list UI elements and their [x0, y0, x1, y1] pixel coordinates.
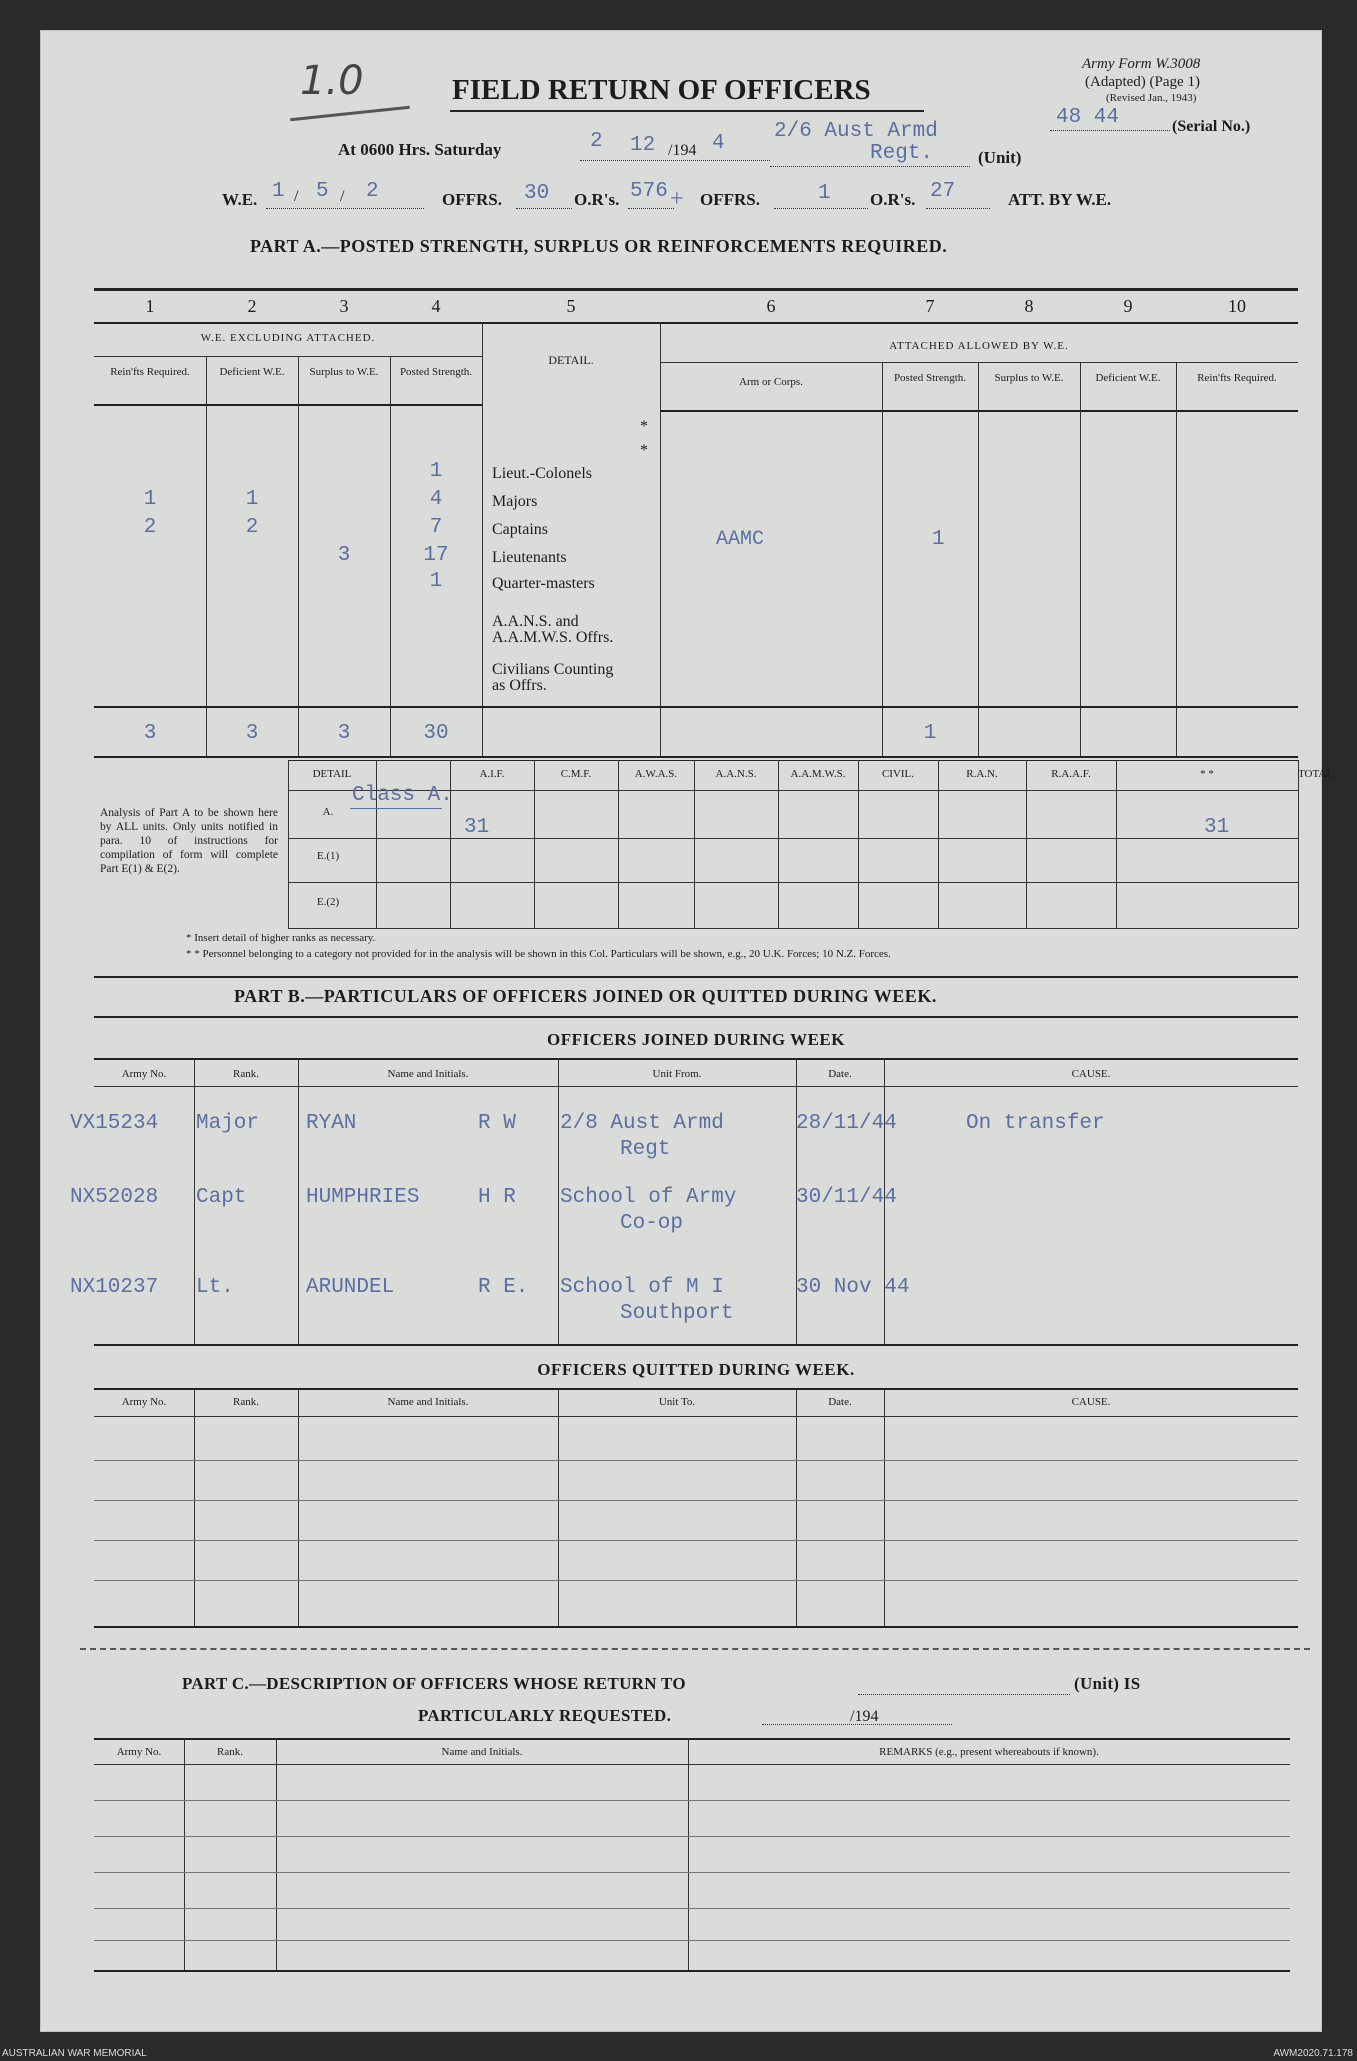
part-c-heading-post: (Unit) IS: [1074, 1674, 1141, 1693]
detail-row-label: Civilians Counting as Offrs.: [492, 661, 614, 694]
joined-header: Army No.: [121, 1068, 167, 1080]
joined-rank: Capt: [196, 1186, 247, 1209]
joined-header: Rank.: [233, 1068, 259, 1080]
joined-unit: School of Army: [560, 1186, 737, 1209]
analysis-vline: [858, 760, 859, 928]
column-header: Surplus to W.E.: [309, 366, 379, 378]
detail-row-label: Quarter-masters: [492, 575, 595, 592]
unit-line: [770, 166, 970, 167]
attached-posted: 1: [932, 528, 945, 551]
unit-value-1: 2/6 Aust Armd: [774, 120, 938, 143]
analysis-row-rule: [288, 838, 1298, 839]
detail-header: DETAIL.: [548, 353, 594, 367]
title-underline: [450, 110, 924, 112]
attached-arm: AAMC: [716, 528, 765, 551]
joined-name: HUMPHRIES: [306, 1186, 420, 1209]
part-a-cell: 17: [423, 544, 449, 567]
detail-row-label: Majors: [492, 493, 538, 510]
joined-heading: OFFICERS JOINED DURING WEEK: [547, 1030, 845, 1049]
class-text: Class A.: [352, 784, 453, 807]
analysis-header: DETAIL: [312, 768, 352, 780]
ors2-line: [926, 208, 990, 209]
joined-army-no: VX15234: [70, 1112, 159, 1135]
total-c3: 3: [337, 722, 351, 745]
column-header: Arm or Corps.: [739, 376, 803, 388]
analysis-row-label: E.(1): [316, 850, 340, 862]
we-value-3: 2: [366, 180, 379, 203]
part-c-heading: PART C.—DESCRIPTION OF OFFICERS WHOSE RETURN TO: [182, 1674, 686, 1693]
part-c-row-rule: [94, 1908, 1290, 1909]
detail-row-label: A.A.N.S. and A.A.M.W.S. Offrs.: [492, 613, 614, 646]
column-number: 1: [145, 296, 155, 316]
part-a-vline: [1176, 362, 1177, 756]
part-a-cell: 1: [245, 488, 259, 511]
column-header: Deficient W.E.: [219, 366, 285, 378]
quitted-row-rule: [94, 1460, 1298, 1461]
adapted-label: (Adapted) (Page 1): [1085, 74, 1200, 90]
joined-rank: Major: [196, 1112, 260, 1135]
ors-value: 576: [630, 180, 668, 203]
part-a-top-rule: [94, 288, 1298, 291]
part-c-header: Name and Initials.: [441, 1746, 523, 1758]
offrs2-line: [774, 208, 868, 209]
analysis-row-rule: [288, 928, 1298, 929]
quitted-vline: [298, 1388, 299, 1628]
joined-initials: H R: [478, 1186, 516, 1209]
analysis-vline: [778, 760, 779, 928]
part-c-header-rule: [94, 1764, 1290, 1765]
joined-header: CAUSE.: [1071, 1068, 1111, 1080]
part-a-bottom-rule: [94, 756, 1298, 758]
asterisk: *: [640, 442, 648, 459]
group-att-label: ATTACHED ALLOWED BY W.E.: [889, 340, 1069, 352]
joined-unit: 2/8 Aust Armd: [560, 1112, 724, 1135]
part-a-rule-2: [94, 322, 1298, 324]
analysis-row-rule: [288, 882, 1298, 883]
column-header: Rein'fts Required.: [1197, 372, 1277, 384]
part-c-header: Rank.: [217, 1746, 243, 1758]
joined-unit: School of M I: [560, 1276, 724, 1299]
joined-vline: [194, 1058, 195, 1344]
joined-date: 30 Nov 44: [796, 1276, 910, 1299]
part-a-vline: [882, 362, 883, 756]
analysis-header: * *: [1200, 768, 1214, 780]
column-header: Posted Strength.: [399, 366, 473, 378]
offrs-line: [516, 208, 572, 209]
analysis-vline: [938, 760, 939, 928]
analysis-header: A.A.N.S.: [715, 768, 757, 780]
joined-unit-2: Southport: [620, 1302, 734, 1325]
quitted-vline: [558, 1388, 559, 1628]
column-number: 6: [766, 296, 776, 316]
quitted-header: CAUSE.: [1071, 1396, 1111, 1408]
analysis-note: Analysis of Part A to be shown here by ALL units. Only units notified in para. 10 of instructions for compilation of form will complete Part E(1) & E(2).: [100, 807, 278, 875]
joined-header: Name and Initials.: [387, 1068, 469, 1080]
offrs-value: 30: [524, 182, 550, 205]
joined-initials: R W: [478, 1112, 516, 1135]
analysis-vline: [1026, 760, 1027, 928]
part-b-rule: [94, 1016, 1298, 1018]
part-a-rule-3b: [660, 410, 1298, 412]
part-c-row-rule: [94, 1800, 1290, 1801]
at-label: At 0600 Hrs. Saturday: [338, 140, 502, 159]
joined-header: Unit From.: [652, 1068, 702, 1080]
joined-initials: R E.: [478, 1276, 529, 1299]
quitted-row-rule: [94, 1540, 1298, 1541]
part-c-vline: [276, 1738, 277, 1972]
analysis-row-label: A.: [322, 806, 334, 818]
part-b-heading: PART B.—PARTICULARS OF OFFICERS JOINED OR QUITTED DURING WEEK.: [234, 986, 937, 1006]
column-header: Posted Strength.: [893, 372, 967, 384]
quitted-header: Unit To.: [658, 1396, 696, 1408]
part-c-row-rule: [94, 1836, 1290, 1837]
class-underline: [350, 808, 442, 809]
column-number: 7: [925, 296, 935, 316]
year-prefix: /194: [668, 142, 697, 159]
joined-unit-2: Co-op: [620, 1212, 684, 1235]
part-a-rule-3: [94, 404, 482, 406]
analysis-vline: [1116, 760, 1117, 928]
quitted-bottom-rule: [94, 1626, 1298, 1628]
att-label: ATT. BY W.E.: [1008, 190, 1112, 209]
column-number: 3: [339, 296, 349, 316]
analysis-top-rule: [288, 760, 1298, 761]
footnote-2: * * Personnel belonging to a category not provided for in the analysis will be shown in this Col. Particulars will be shown, e.g., 20 U.K. Forces; 10 N.Z. Forces.: [186, 948, 891, 960]
part-a-cell: 3: [337, 544, 351, 567]
joined-unit-2: Regt: [620, 1138, 671, 1161]
part-c-header: Army No.: [116, 1746, 162, 1758]
serial-line: [1050, 130, 1170, 131]
analysis-row-label: E.(2): [316, 896, 340, 908]
serial-value: 48 44: [1056, 106, 1120, 129]
quitted-header: Army No.: [121, 1396, 167, 1408]
joined-vline: [558, 1058, 559, 1344]
date-day: 2: [590, 130, 603, 153]
joined-header-rule: [94, 1086, 1298, 1087]
ors2-label: O.R's.: [870, 190, 916, 209]
analysis-header: C.M.F.: [560, 768, 592, 780]
column-header: Rein'fts Required.: [110, 366, 190, 378]
footer-left: AUSTRALIAN WAR MEMORIAL: [2, 2048, 147, 2059]
analysis-vline: [534, 760, 535, 928]
totals-rule: [94, 706, 1298, 708]
part-c-bottom-rule: [94, 1970, 1290, 1972]
column-header: Deficient W.E.: [1095, 372, 1161, 384]
column-number: 4: [431, 296, 441, 316]
joined-army-no: NX10237: [70, 1276, 159, 1299]
joined-rank: Lt.: [196, 1276, 234, 1299]
total-c1: 3: [143, 722, 157, 745]
plus-sign: +: [670, 186, 684, 212]
serial-label: (Serial No.): [1172, 118, 1251, 135]
analysis-bottom-rule: [94, 976, 1298, 978]
joined-cause: On transfer: [966, 1112, 1105, 1135]
joined-vline: [298, 1058, 299, 1344]
quitted-rule: [94, 1388, 1298, 1390]
detail-row-label: Captains: [492, 521, 548, 538]
unit-value-2: Regt.: [870, 142, 934, 165]
ors2-value: 27: [930, 180, 956, 203]
cut-line: [80, 1648, 1310, 1650]
analysis-header: CIVIL.: [881, 768, 915, 780]
we-value-2: 5: [316, 180, 329, 203]
date-month: 12: [630, 134, 656, 157]
handwritten-mark: 1.0: [300, 58, 364, 104]
we-slash-1: /: [294, 188, 299, 205]
part-a-vline: [1080, 362, 1081, 756]
part-a-cell: 2: [245, 516, 259, 539]
analysis-header: R.A.N.: [966, 768, 998, 780]
part-a-heading: PART A.—POSTED STRENGTH, SURPLUS OR REINFORCEMENTS REQUIRED.: [250, 236, 948, 256]
column-number: 9: [1123, 296, 1133, 316]
detail-row-label: Lieutenants: [492, 549, 567, 566]
quitted-heading: OFFICERS QUITTED DURING WEEK.: [537, 1360, 855, 1379]
joined-name: ARUNDEL: [306, 1276, 395, 1299]
asterisk: *: [640, 418, 648, 435]
part-c-vline: [688, 1738, 689, 1972]
part-c-heading-2: PARTICULARLY REQUESTED.: [418, 1706, 672, 1725]
part-c-vline: [184, 1738, 185, 1972]
footer-right: AWM2020.71.178: [1273, 2048, 1353, 2059]
group-we-label: W.E. EXCLUDING ATTACHED.: [200, 332, 376, 344]
quitted-row-rule: [94, 1500, 1298, 1501]
quitted-vline: [884, 1388, 885, 1628]
total-c7: 1: [923, 722, 937, 745]
offrs2-value: 1: [818, 182, 831, 205]
unit-label: (Unit): [978, 148, 1022, 167]
analysis-header: TOTAL.: [1298, 768, 1336, 780]
joined-army-no: NX52028: [70, 1186, 159, 1209]
analysis-vline: [1298, 760, 1299, 928]
analysis-vline: [694, 760, 695, 928]
ors-label: O.R's.: [574, 190, 620, 209]
analysis-header: A.I.F.: [479, 768, 505, 780]
detail-row-label: Lieut.-Colonels: [492, 465, 592, 482]
footnote-1: * Insert detail of higher ranks as necessary.: [186, 932, 376, 944]
part-c-unit-line: [858, 1694, 1070, 1695]
we-group-rule: [94, 356, 482, 357]
joined-date: 28/11/44: [796, 1112, 897, 1135]
analysis-header: R.A.A.F.: [1051, 768, 1091, 780]
part-a-vline: [978, 362, 979, 756]
revised-label: (Revised Jan., 1943): [1106, 92, 1197, 104]
form-title: FIELD RETURN OF OFFICERS: [452, 74, 871, 106]
column-number: 5: [566, 296, 576, 316]
part-c-date: /194: [850, 1708, 879, 1725]
part-a-vline: [482, 322, 483, 756]
part-c-top-rule: [94, 1738, 1290, 1740]
total-c2: 3: [245, 722, 259, 745]
part-a-cell: 4: [429, 488, 443, 511]
ors-line: [628, 208, 674, 209]
analysis-total-value: 31: [1204, 816, 1230, 839]
joined-bottom-rule: [94, 1344, 1298, 1346]
part-a-vline: [206, 356, 207, 756]
quitted-header: Rank.: [233, 1396, 259, 1408]
date-line: [580, 160, 770, 161]
joined-header: Date.: [828, 1068, 852, 1080]
analysis-header: A.A.M.W.S.: [790, 768, 846, 780]
quitted-vline: [796, 1388, 797, 1628]
quitted-vline: [194, 1388, 195, 1628]
column-number: 8: [1024, 296, 1034, 316]
part-a-cell: 1: [429, 570, 443, 593]
part-a-cell: 1: [143, 488, 157, 511]
column-number: 2: [247, 296, 257, 316]
analysis-header: A.W.A.S.: [634, 768, 678, 780]
part-a-cell: 2: [143, 516, 157, 539]
army-form-label: Army Form W.3008: [1082, 56, 1201, 72]
quitted-header: Date.: [828, 1396, 852, 1408]
joined-name: RYAN: [306, 1112, 357, 1135]
att-group-rule: [660, 362, 1298, 363]
we-label: W.E.: [222, 190, 258, 209]
column-header: Surplus to W.E.: [994, 372, 1064, 384]
aif-value: 31: [464, 816, 490, 839]
we-slash-2: /: [340, 188, 345, 205]
part-c-row-rule: [94, 1872, 1290, 1873]
joined-date: 30/11/44: [796, 1186, 897, 1209]
part-a-vline: [660, 322, 661, 756]
we-value-1: 1: [272, 180, 285, 203]
part-a-cell: 1: [429, 460, 443, 483]
quitted-header-rule: [94, 1416, 1298, 1417]
offrs2-label: OFFRS.: [700, 190, 760, 209]
year-digit: 4: [712, 132, 725, 155]
part-c-row-rule: [94, 1940, 1290, 1941]
column-number: 10: [1228, 296, 1246, 316]
total-c4: 30: [423, 722, 449, 745]
quitted-row-rule: [94, 1580, 1298, 1581]
we-line: [266, 208, 424, 209]
offrs-label: OFFRS.: [442, 190, 502, 209]
part-a-cell: 7: [429, 516, 443, 539]
analysis-vline: [618, 760, 619, 928]
quitted-header: Name and Initials.: [387, 1396, 469, 1408]
part-c-header: REMARKS (e.g., present whereabouts if known).: [879, 1746, 1099, 1758]
joined-rule: [94, 1058, 1298, 1060]
